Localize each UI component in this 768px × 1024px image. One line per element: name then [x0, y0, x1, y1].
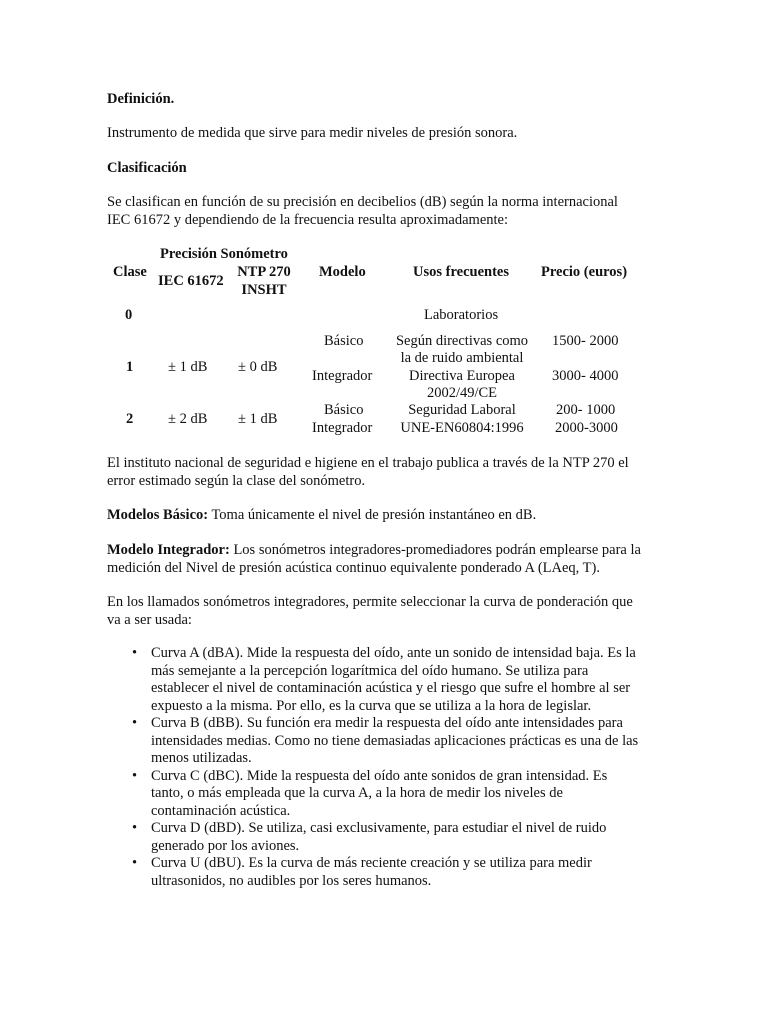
curva-a-line-4: expuesto a la misma. Por ello, es la curva que se utiliza a la hora de legislar. — [151, 697, 592, 714]
list-item — [107, 768, 667, 821]
row2-precio-basico: 200- 1000 — [556, 402, 616, 418]
definicion-text: Instrumento de medida que sirve para medir niveles de presión sonora. — [107, 125, 518, 141]
curva-c-line-1: Curva C (dBC). Mide la respuesta del oído ante sonidos de gran intensidad. Es — [151, 767, 608, 784]
curva-c-line-3: contaminación acústica. — [151, 802, 291, 819]
header-ntp-270: NTP 270 — [237, 264, 291, 280]
modelos-basico-text: Toma únicamente el nivel de presión instantáneo en dB. — [208, 507, 537, 523]
header-insht: INSHT — [241, 282, 287, 298]
row2-usos-line-1: Seguridad Laboral — [408, 402, 516, 418]
curva-a-line-1: Curva A (dBA). Mide la respuesta del oído, ante un sonido de intensidad baja. Es la — [151, 645, 636, 661]
header-iec-61672: IEC 61672 — [158, 273, 224, 289]
bullet-icon: • — [132, 715, 138, 731]
bullet-icon: • — [132, 855, 138, 871]
bullet-icon: • — [132, 767, 138, 784]
row0-clase: 0 — [125, 307, 133, 323]
bullet-icon: • — [132, 645, 138, 661]
curva-u-line-1: Curva U (dBU). Es la curva de más reciente creación y se utiliza para medir — [151, 855, 592, 871]
curva-b-line-3: menos utilizadas. — [151, 750, 252, 766]
llamados-line-1: En los llamados sonómetros integradores, permite seleccionar la curva de ponderación que — [107, 594, 633, 610]
llamados-line-2: va a ser usada: — [107, 612, 192, 628]
list-item — [107, 645, 667, 715]
header-usos-frecuentes: Usos frecuentes — [413, 264, 509, 280]
row2-modelo-basico: Básico — [324, 402, 364, 418]
modelo-integrador-paragraph — [107, 541, 667, 577]
curva-a-line-3: establecer el nivel de contaminación acústica y el riesgo que sufre el hombre al ser — [151, 680, 631, 696]
row1-usos-line-2: la de ruido ambiental — [400, 350, 524, 366]
curva-b-line-2: intensidades medias. Como no tiene demasiadas aplicaciones prácticas es una de las — [151, 732, 639, 749]
clasificacion-line-2: IEC 61672 y dependiendo de la frecuencia resulta aproximadamente: — [107, 212, 509, 228]
row1-precio-integrador: 3000- 4000 — [552, 368, 619, 384]
bullet-icon: • — [132, 820, 138, 836]
llamados-paragraph — [107, 593, 667, 629]
instituto-line-1: El instituto nacional de seguridad e higiene en el trabajo publica a través de la NTP 270 el — [107, 455, 629, 471]
curva-c-line-2: tanto, o más empleada que la curva A, a la hora de medir los niveles de — [151, 785, 563, 801]
curva-u-line-2: ultrasonidos, no audibles por los seres humanos. — [151, 872, 432, 889]
modelo-integrador-text: Los sonómetros integradores-promediadores podrán emplearse para la — [229, 542, 641, 558]
list-item — [107, 855, 667, 890]
header-modelo: Modelo — [319, 264, 366, 280]
curva-d-line-2: generado por los aviones. — [151, 837, 300, 854]
list-item — [107, 715, 667, 768]
row2-iec: ± 2 dB — [168, 411, 208, 427]
row1-usos-line-1: Según directivas como — [395, 333, 529, 349]
row1-usos-line-4: 2002/49/CE — [426, 385, 498, 401]
row1-precio-basico: 1500- 2000 — [552, 333, 619, 349]
definicion-heading: Definición. — [107, 91, 175, 107]
curvas-list — [107, 645, 667, 890]
row2-modelo-integrador: Integrador — [312, 420, 373, 436]
curva-a-line-2: más semejante a la percepción logarítmica del oído humano. Se utiliza para — [151, 662, 589, 679]
row2-ntp: ± 1 dB — [238, 411, 278, 427]
row1-usos-line-3: Directiva Europea — [409, 368, 515, 384]
row1-ntp: ± 0 dB — [238, 359, 278, 375]
row2-usos-line-2: UNE-EN60804:1996 — [400, 420, 524, 436]
modelos-basico-paragraph — [107, 506, 667, 524]
modelos-basico-label: Modelos Básico: — [107, 507, 209, 523]
row1-iec: ± 1 dB — [168, 359, 208, 375]
clasificacion-paragraph — [107, 193, 667, 229]
header-clase: Clase — [113, 264, 147, 280]
instituto-paragraph — [107, 454, 667, 490]
modelo-integrador-label: Modelo Integrador: — [107, 542, 230, 558]
row2-precio-integrador: 2000-3000 — [555, 420, 618, 436]
clasificacion-heading: Clasificación — [107, 160, 187, 176]
row2-clase: 2 — [126, 411, 134, 427]
row1-modelo-integrador: Integrador — [312, 368, 373, 384]
header-precision-sonometro: Precisión Sonómetro — [160, 246, 288, 262]
instituto-line-2: error estimado según la clase del sonómetro. — [107, 473, 366, 489]
header-precio: Precio (euros) — [541, 264, 628, 280]
curva-b-line-1: Curva B (dBB). Su función era medir la respuesta del oído ante intensidades para — [151, 715, 623, 731]
curva-d-line-1: Curva D (dBD). Se utiliza, casi exclusivamente, para estudiar el nivel de ruido — [151, 820, 607, 836]
clasificacion-line-1: Se clasifican en función de su precisión en decibelios (dB) según la norma internacional — [107, 194, 618, 210]
list-item — [107, 820, 667, 855]
row0-usos: Laboratorios — [424, 307, 499, 323]
modelo-integrador-line-2: medición del Nivel de presión acústica continuo equivalente ponderado A (LAeq, T). — [107, 560, 600, 576]
row1-clase: 1 — [126, 359, 134, 375]
row1-modelo-basico: Básico — [324, 333, 364, 349]
